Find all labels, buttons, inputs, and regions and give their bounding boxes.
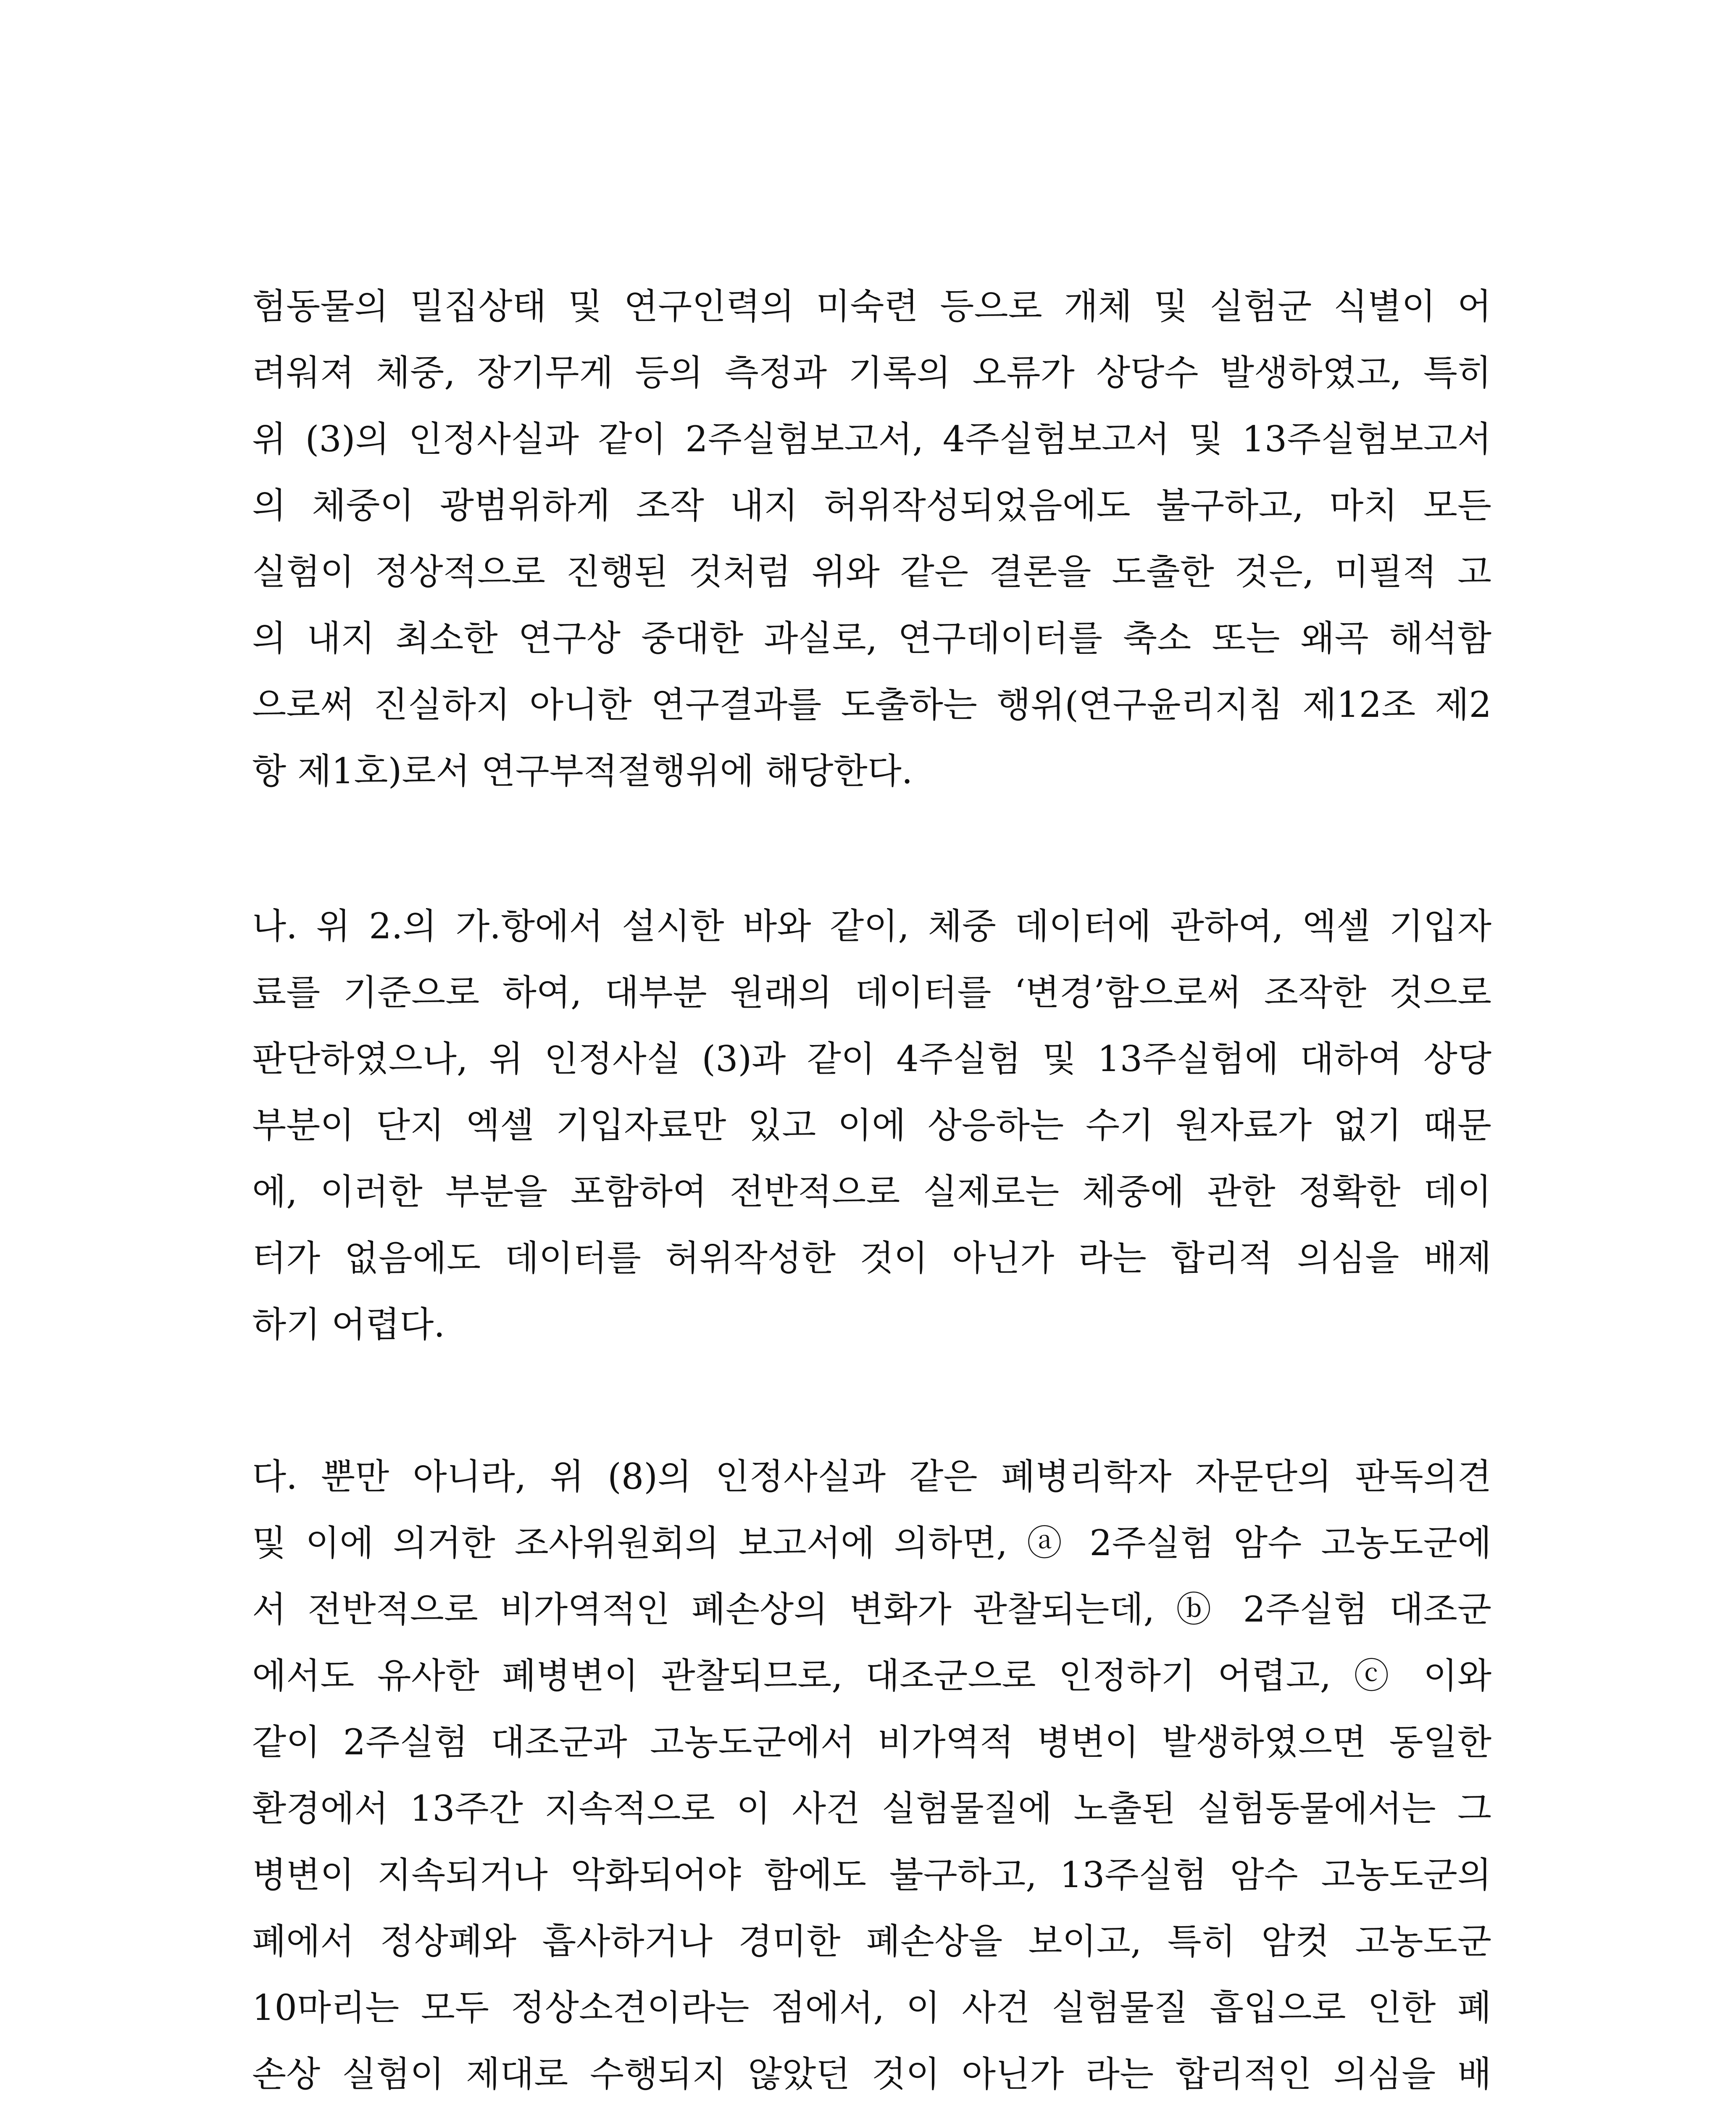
text-line: 하기 어렵다. <box>252 1304 445 1345</box>
text-line: 의 내지 최소한 연구상 중대한 과실로, 연구데이터를 축소 또는 왜곡 해석함 <box>252 618 1491 659</box>
text-line: 서 전반적으로 비가역적인 폐손상의 변화가 관찰되는데, ⓑ 2주실험 대조군 <box>252 1589 1491 1630</box>
text-line: 판단하였으나, 위 인정사실 (3)과 같이 4주실험 및 13주실험에 대하여 상당 <box>252 1038 1491 1079</box>
text-line: 항 제1호)로서 연구부적절행위에 해당한다. <box>252 750 913 792</box>
text-line: 병변이 지속되거나 악화되어야 함에도 불구하고, 13주실험 암수 고농도군의 <box>252 1854 1491 1896</box>
text-line: 환경에서 13주간 지속적으로 이 사건 실험물질에 노출된 실험동물에서는 그 <box>252 1788 1491 1829</box>
text-line: 에서도 유사한 폐병변이 관찰되므로, 대조군으로 인정하기 어렵고, ⓒ 이와 <box>252 1655 1491 1696</box>
text-line: 나. 위 2.의 가.항에서 설시한 바와 같이, 체중 데이터에 관하여, 엑셀 기입자 <box>252 906 1491 947</box>
text-line: 료를 기준으로 하여, 대부분 원래의 데이터를 ‘변경’함으로써 조작한 것으로 <box>252 972 1491 1013</box>
text-line: 손상 실험이 제대로 수행되지 않았던 것이 아닌가 라는 합리적인 의심을 배 <box>252 2054 1491 2095</box>
paragraph-1 <box>252 273 1491 804</box>
text-line: 폐에서 정상폐와 흡사하거나 경미한 폐손상을 보이고, 특히 암컷 고농도군 <box>252 1921 1491 1962</box>
text-line: 10마리는 모두 정상소견이라는 점에서, 이 사건 실험물질 흡입으로 인한 폐 <box>252 1987 1491 2028</box>
text-line: 실험이 정상적으로 진행된 것처럼 위와 같은 결론을 도출한 것은, 미필적 고 <box>252 551 1491 592</box>
text-line: 다. 뿐만 아니라, 위 (8)의 인정사실과 같은 폐병리학자 자문단의 판독의견 <box>252 1456 1491 1497</box>
text-line: 같이 2주실험 대조군과 고농도군에서 비가역적 병변이 발생하였으면 동일한 <box>252 1722 1491 1763</box>
text-line: 려워져 체중, 장기무게 등의 측정과 기록의 오류가 상당수 발생하였고, 특히 <box>252 352 1491 393</box>
text-line: 터가 없음에도 데이터를 허위작성한 것이 아닌가 라는 합리적 의심을 배제 <box>252 1237 1491 1279</box>
text-line: 부분이 단지 엑셀 기입자료만 있고 이에 상응하는 수기 원자료가 없기 때문 <box>252 1105 1491 1146</box>
text-line: 험동물의 밀집상태 및 연구인력의 미숙련 등으로 개체 및 실험군 식별이 어 <box>252 286 1491 327</box>
text-line: 및 이에 의거한 조사위원회의 보고서에 의하면, ⓐ 2주실험 암수 고농도군에 <box>252 1522 1491 1564</box>
text-line: 의 체중이 광범위하게 조작 내지 허위작성되었음에도 불구하고, 마치 모든 <box>252 485 1491 526</box>
paragraph-3 <box>252 1443 1491 2101</box>
paragraph-2 <box>252 893 1491 1358</box>
text-line: 으로써 진실하지 아니한 연구결과를 도출하는 행위(연구윤리지침 제12조 제2 <box>252 684 1491 725</box>
text-line: 위 (3)의 인정사실과 같이 2주실험보고서, 4주실험보고서 및 13주실험보고서 <box>252 419 1491 460</box>
text-line: 에, 이러한 부분을 포함하여 전반적으로 실제로는 체중에 관한 정확한 데이 <box>252 1171 1491 1212</box>
